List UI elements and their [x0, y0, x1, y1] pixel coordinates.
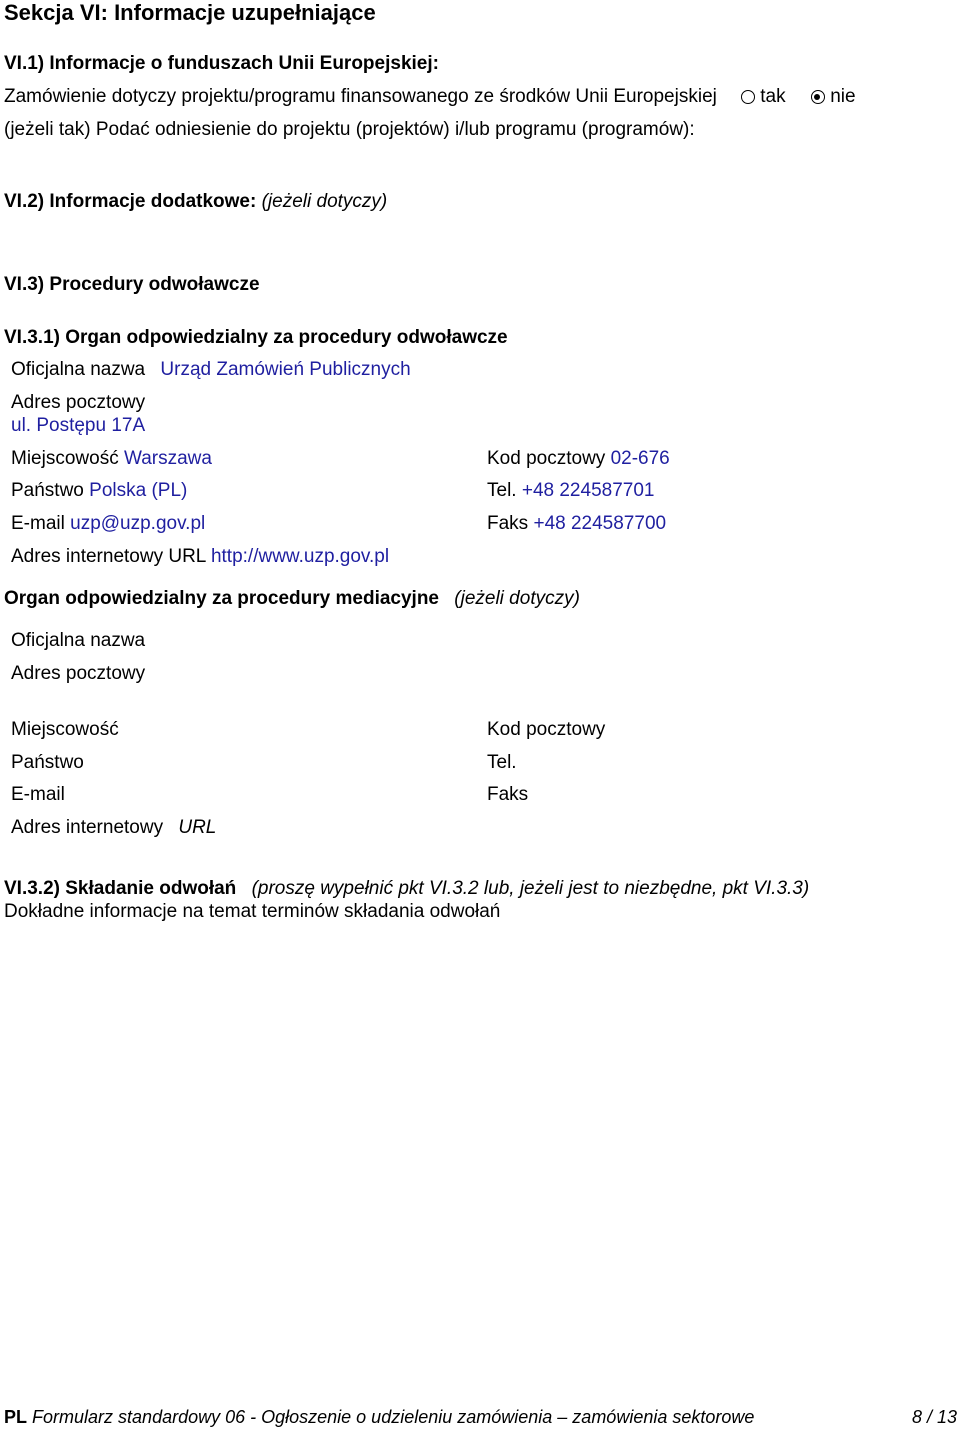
country-label: Państwo: [11, 480, 84, 501]
eu-reference-label: (jeżeli tak) Podać odniesienie do projektu (projektów) i/lub programu (programów):: [4, 119, 695, 140]
mediation-postcode-label: Kod pocztowy: [487, 719, 606, 740]
mediation-country-label: Państwo: [11, 752, 84, 773]
footer-page-number: 8 / 13: [911, 1407, 957, 1427]
eu-funds-radio-group: [741, 86, 856, 109]
mediation-city-label: Miejscowość: [11, 719, 119, 740]
vi2-note: (jeżeli dotyczy): [261, 191, 388, 212]
vi2-line: [4, 191, 387, 214]
footer-lang: PL: [4, 1407, 28, 1427]
mediation-email-label: E-mail: [11, 784, 65, 805]
vi32-note: (proszę wypełnić pkt VI.3.2 lub, jeżeli jest to niezbędne, pkt VI.3.3): [251, 878, 810, 899]
city-value: Warszawa: [123, 448, 212, 469]
vi2-heading: VI.2) Informacje dodatkowe:: [4, 191, 257, 212]
email-row: [11, 513, 205, 536]
radio-yes-label: tak: [760, 86, 786, 107]
tel-row: [487, 480, 654, 503]
postcode-label: Kod pocztowy: [487, 448, 606, 469]
mediation-address-label: Adres pocztowy: [11, 663, 146, 684]
mediation-url-label-italic: URL: [178, 817, 217, 838]
country-row: [11, 480, 187, 503]
email-value[interactable]: uzp@uzp.gov.pl: [70, 513, 206, 534]
mediation-tel-label: Tel.: [487, 752, 517, 773]
mediation-fax-label: Faks: [487, 784, 529, 805]
official-name-row: [11, 359, 411, 382]
postal-address-label: Adres pocztowy: [11, 392, 146, 413]
footer-left: [4, 1407, 754, 1429]
radio-no-label: nie: [830, 86, 856, 107]
fax-label: Faks: [487, 513, 529, 534]
url-label: Adres internetowy URL: [11, 546, 206, 567]
email-label: E-mail: [11, 513, 65, 534]
postcode-row: [487, 448, 670, 471]
url-row: [11, 546, 389, 569]
vi32-text: Dokładne informacje na temat terminów składania odwołań: [4, 901, 501, 922]
mediation-heading-line: [4, 588, 580, 611]
mediation-url-row: [11, 817, 216, 840]
mediation-url-label: Adres internetowy: [11, 817, 164, 838]
fax-value: +48 224587700: [533, 513, 667, 534]
postcode-value: 02-676: [610, 448, 670, 469]
mediation-note: (jeżeli dotyczy): [454, 588, 580, 609]
vi31-heading: VI.3.1) Organ odpowiedzialny za procedury odwoławcze: [4, 327, 508, 348]
mediation-name-label: Oficjalna nazwa: [11, 630, 146, 651]
official-name-value: Urząd Zamówień Publicznych: [160, 359, 411, 380]
city-row: [11, 448, 212, 471]
official-name-label: Oficjalna nazwa: [11, 359, 146, 380]
fax-row: [487, 513, 666, 536]
postal-address-value: ul. Postępu 17A: [11, 415, 146, 436]
eu-funds-question: Zamówienie dotyczy projektu/programu finansowanego ze środków Unii Europejskiej: [4, 86, 717, 107]
vi1-heading: VI.1) Informacje o funduszach Unii Europejskiej:: [4, 53, 439, 74]
country-value: Polska (PL): [89, 480, 188, 501]
mediation-heading: Organ odpowiedzialny za procedury mediacyjne: [4, 588, 439, 609]
city-label: Miejscowość: [11, 448, 119, 469]
radio-yes[interactable]: [741, 90, 755, 104]
vi32-line: [4, 878, 809, 901]
tel-label: Tel.: [487, 480, 517, 501]
tel-value: +48 224587701: [521, 480, 655, 501]
vi3-heading: VI.3) Procedury odwoławcze: [4, 274, 260, 295]
section-title: Sekcja VI: Informacje uzupełniające: [4, 0, 376, 25]
url-value[interactable]: http://www.uzp.gov.pl: [210, 546, 390, 567]
radio-no[interactable]: [811, 90, 825, 104]
footer-form: Formularz standardowy 06 - Ogłoszenie o udzieleniu zamówienia – zamówienia sektorowe: [32, 1407, 755, 1427]
vi32-heading: VI.3.2) Składanie odwołań: [4, 878, 237, 899]
